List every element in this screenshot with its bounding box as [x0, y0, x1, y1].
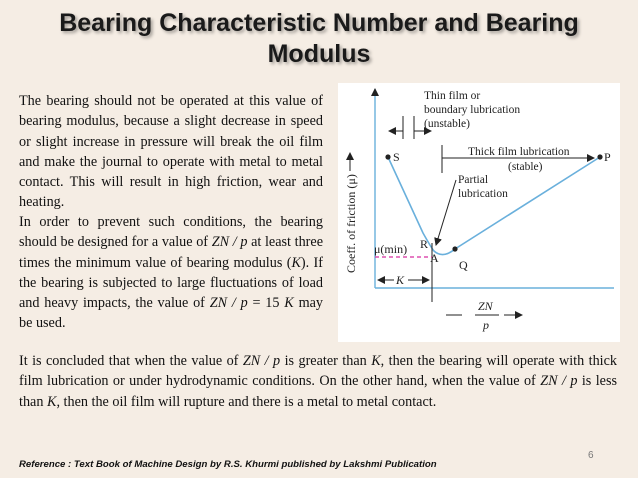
- friction-curve-svg: [338, 83, 620, 342]
- partial-label: [458, 174, 508, 200]
- k-term: K: [284, 295, 294, 312]
- zn-p-term: ZN / p: [242, 353, 281, 369]
- text-segment: , then the bearing will operate with thick film lubrication or under hydrodynamic conditions. On the other hand, when the value of: [19, 353, 618, 390]
- partial-line-2: lubrication: [458, 188, 508, 200]
- k-term: K: [46, 393, 57, 410]
- text-segment: is less than: [19, 373, 617, 410]
- point-q-marker: [452, 246, 457, 251]
- partial-line-1: Partial: [458, 174, 489, 186]
- point-a-label: A: [430, 251, 439, 265]
- text-segment: ). If the bearing is subjected to large fluctuations of load and heavy impacts, the value of: [19, 254, 323, 312]
- text-segment: = 15: [247, 295, 285, 312]
- partial-arrow: [436, 180, 456, 245]
- point-s-marker: [385, 154, 390, 159]
- point-p-marker: [597, 154, 602, 159]
- x-axis-numerator: ZN: [478, 299, 493, 313]
- paragraph-conclusion: [19, 351, 617, 412]
- title-line-1: Bearing Characteristic Number and Bearing: [59, 9, 579, 37]
- k-label: K: [396, 273, 405, 287]
- text-segment: It is concluded that when the value of: [19, 353, 243, 369]
- zn-p-term: ZN / p: [209, 295, 248, 312]
- paragraph-operation-warning: The bearing should not be operated at this value of bearing modulus, because a slight decrease in speed or slight increase in pressure will break the oil film and make the journal to operate with metal to metal contact. This will result in high friction, wear and heating.: [19, 93, 323, 211]
- text-segment: In order to prevent such conditions, the bearing should be designed for a value of: [19, 214, 323, 251]
- text-segment: at least three times the minimum value of bearing modulus (: [19, 234, 324, 271]
- zn-p-term: ZN / p: [540, 373, 578, 390]
- point-r-label: R: [420, 237, 429, 251]
- title-line-2: Modulus: [267, 40, 371, 68]
- thin-film-line-3: (unstable): [424, 118, 470, 130]
- text-segment: is greater than: [280, 353, 372, 369]
- reference-citation: Reference : Text Book of Machine Design by R.S. Khurmi published by Lakshmi Publication: [19, 459, 437, 470]
- slide-title: [0, 8, 638, 70]
- k-term: K: [371, 353, 381, 369]
- point-p-label: P: [604, 150, 611, 164]
- thin-film-label: [424, 90, 523, 130]
- k-term: K: [291, 254, 301, 271]
- thin-film-line-1: Thin film or: [424, 90, 481, 102]
- paragraph-design-value: [19, 212, 323, 334]
- point-s-label: S: [393, 150, 400, 164]
- y-axis-label: Coeff. of friction (μ): [344, 174, 358, 273]
- friction-curve-figure: [338, 83, 620, 342]
- text-segment: , then the oil film will rupture and there is a metal to metal contact.: [56, 393, 437, 410]
- x-axis-denominator: p: [483, 318, 489, 332]
- page-number: 6: [588, 450, 594, 461]
- text-segment: may be used.: [19, 295, 323, 332]
- zn-p-term: ZN / p: [211, 234, 248, 251]
- point-q-label: Q: [459, 258, 468, 272]
- thick-film-label-1: Thick film lubrication: [468, 146, 570, 158]
- thin-film-line-2: boundary lubrication: [424, 104, 521, 116]
- thick-film-label-2: (stable): [508, 161, 543, 173]
- mu-min-label: μ(min): [374, 242, 408, 256]
